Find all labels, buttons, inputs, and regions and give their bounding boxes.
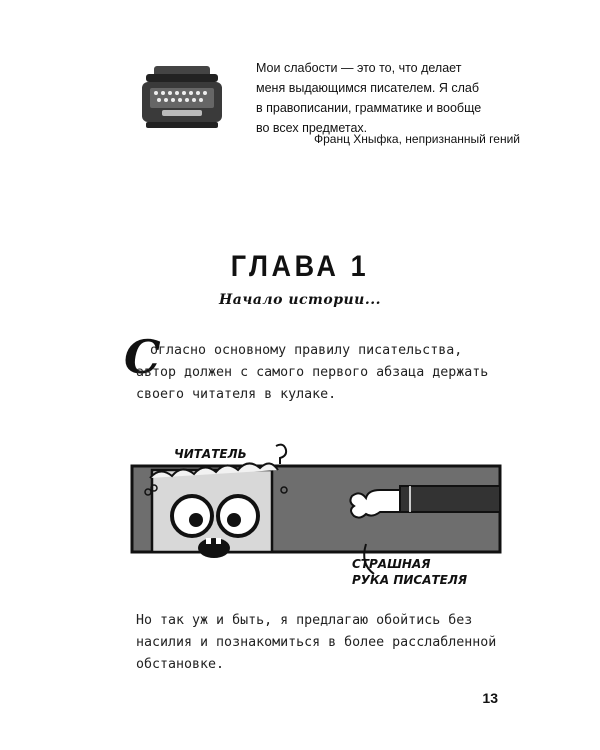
writer-hand — [350, 486, 500, 518]
epigraph-author: Франц Хныфка, непризнанный гений — [313, 132, 520, 146]
drop-cap: С — [124, 330, 161, 384]
hand-label-line2: РУКА ПИСАТЕЛЯ — [352, 573, 468, 587]
quote-line: в правописании, грамматике и вообще — [256, 101, 482, 115]
paragraph-closing: Но так уж и быть, я предлагаю обойтись без насилия и познакомиться в более расслабленной обстановке. — [136, 613, 497, 672]
reader-character — [145, 463, 287, 558]
epigraph-quote — [256, 58, 516, 138]
hand-label-line1: СТРАШНАЯ — [352, 557, 431, 571]
chapter-title: ГЛАВА 1 — [230, 250, 370, 283]
quote-line: меня выдающимся писателем. Я слаб — [256, 81, 480, 95]
quote-line: Мои слабости — это то, что делает — [256, 61, 462, 75]
question-mark-icon — [276, 445, 286, 464]
page-number: 13 — [482, 690, 498, 706]
epigraph — [140, 52, 520, 152]
reader-illustration — [130, 440, 502, 590]
paragraph-intro: огласно основному правилу писательства, автор должен с самого первого абзаца держать своего читателя в кулаке. — [136, 343, 489, 402]
typewriter-icon — [140, 60, 224, 134]
quote-line: во всех предметах. — [256, 121, 368, 135]
reader-label: ЧИТАТЕЛЬ — [174, 447, 247, 461]
chapter-subtitle: Начало истории... — [219, 292, 381, 308]
